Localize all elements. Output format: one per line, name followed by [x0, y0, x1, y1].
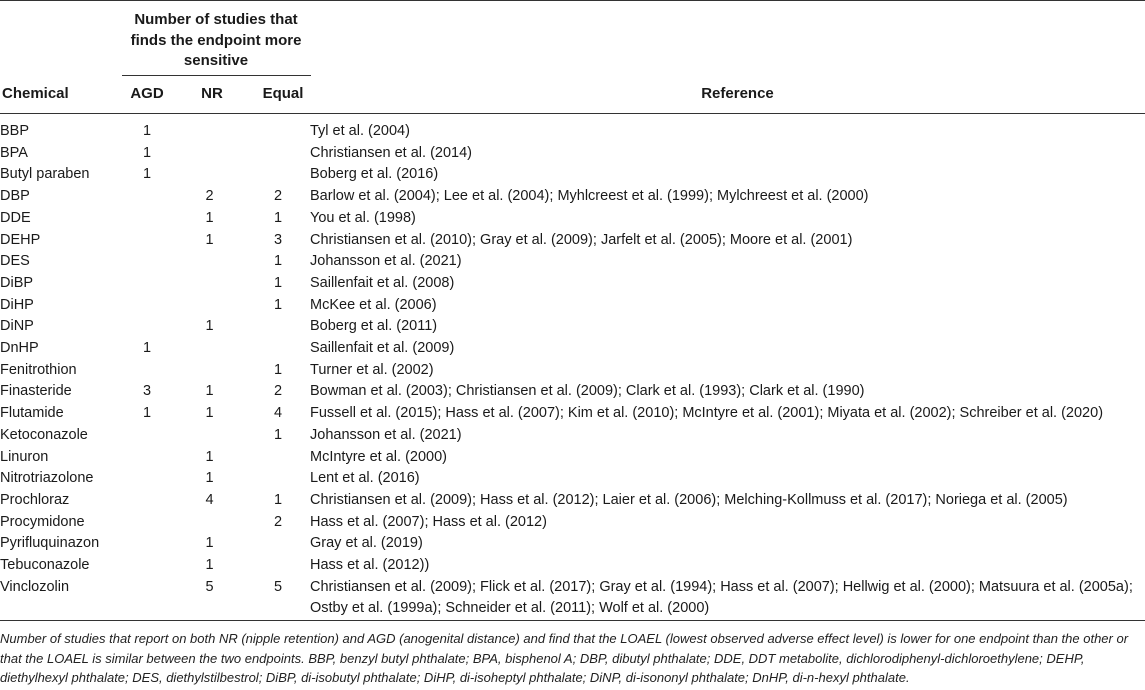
chemical-cell: Pyrifluquinazon — [0, 535, 100, 552]
nr-cell: 1 — [205, 405, 214, 422]
table-row — [0, 186, 1145, 208]
nr-cell: 1 — [205, 470, 214, 487]
reference-cell: Boberg et al. (2011) — [310, 318, 438, 335]
table-row — [0, 360, 1145, 382]
equal-cell: 1 — [273, 426, 283, 443]
reference-cell: Johansson et al. (2021) — [310, 426, 462, 443]
reference-cell: Saillenfait et al. (2009) — [310, 340, 455, 357]
table-footnote: Number of studies that report on both NR (nipple retention) and AGD (anogenital distance) and find that the LOAEL (lowest observed adverse effect level) is lower for one endpoint than the other or that the LOAEL is similar between the two endpoints. BBP, benzyl butyl phthalate; BPA, bisphenol A; DBP, dibutyl phthalate; DDE, DDT metabolite, dichlorodiphenyl-dichloroethylene; DEHP, diethylhexyl phthalate; DES, diethylstilbestrol; DiBP, di-isobutyl phthalate; DiHP, di-isoheptyl phthalate; DiNP, di-isononyl phthalate; DnHP, di-n-hexyl phthalate. — [0, 631, 1129, 685]
reference-cell: Johansson et al. (2021) — [310, 253, 462, 270]
reference-cell: Bowman et al. (2003); Christiansen et al. (2009); Clark et al. (1993); Clark et al. (1990) — [310, 383, 865, 400]
chemical-cell: DiNP — [0, 318, 34, 335]
agd-cell — [121, 273, 173, 295]
agd-cell — [121, 295, 173, 317]
reference-cell: Gray et al. (2019) — [310, 535, 423, 552]
chemical-cell: BBP — [0, 123, 30, 139]
column-group-title: Number of studies that finds the endpoint more sensitive — [130, 11, 302, 69]
nr-cell: 1 — [205, 535, 214, 552]
column-group-rule — [122, 75, 311, 76]
agd-cell — [121, 360, 173, 382]
agd-cell — [121, 447, 173, 469]
agd-cell — [121, 533, 173, 555]
nr-cell — [173, 273, 246, 295]
equal-cell — [246, 468, 310, 490]
reference-cell: Barlow et al. (2004); Lee et al. (2004); Myhlcreest et al. (1999); Mylchreest et al. (2000) — [310, 188, 869, 205]
agd-cell: 1 — [142, 405, 152, 422]
equal-cell: 3 — [273, 231, 283, 248]
table-row — [0, 468, 1145, 490]
nr-cell — [173, 512, 246, 534]
reference-cell: Tyl et al. (2004) — [310, 123, 410, 139]
chemical-cell: Ketoconazole — [0, 426, 88, 443]
header-bottom-rule — [0, 113, 1145, 114]
table-row — [0, 273, 1145, 295]
agd-cell — [121, 251, 173, 273]
nr-cell — [173, 164, 246, 186]
chemical-cell: DDE — [0, 209, 31, 226]
agd-cell: 1 — [142, 340, 152, 357]
equal-cell: 1 — [273, 274, 283, 291]
equal-cell — [246, 555, 310, 577]
nr-cell: 1 — [205, 231, 214, 248]
reference-cell: You et al. (1998) — [310, 209, 416, 226]
table-row — [0, 295, 1145, 317]
agd-cell — [121, 468, 173, 490]
chemical-cell: Linuron — [0, 448, 49, 465]
agd-cell: 1 — [142, 144, 152, 161]
nr-cell — [173, 295, 246, 317]
table-row — [0, 316, 1145, 338]
nr-cell — [173, 121, 246, 143]
agd-cell: 1 — [142, 166, 152, 183]
equal-cell: 2 — [273, 513, 283, 530]
header-chemical: Chemical — [2, 85, 69, 102]
table-bottom-rule — [0, 620, 1145, 621]
table-row — [0, 512, 1145, 534]
reference-cell: Lent et al. (2016) — [310, 470, 420, 487]
equal-cell: 1 — [273, 361, 283, 378]
reference-cell: Christiansen et al. (2009); Flick et al. (2017); Gray et al. (1994); Hass et al. (2007); Hellwig et al. (2000); Matsuura et al. (2005a); Ostby et al. (1999a); Schneider et al. (2011); Wolf et al. (2000) — [310, 578, 1133, 617]
equal-cell — [246, 533, 310, 555]
table-row — [0, 338, 1145, 360]
reference-cell: Christiansen et al. (2014) — [310, 144, 472, 161]
equal-cell — [246, 338, 310, 360]
reference-cell: Hass et al. (2012)) — [310, 557, 430, 574]
chemical-cell: DEHP — [0, 231, 41, 248]
table-row — [0, 577, 1145, 620]
header-agd: AGD — [130, 85, 164, 102]
equal-cell: 2 — [273, 188, 283, 205]
nr-cell: 5 — [205, 578, 214, 595]
equal-cell: 2 — [273, 383, 283, 400]
equal-cell — [246, 447, 310, 469]
reference-cell: McKee et al. (2006) — [310, 296, 437, 313]
agd-cell — [121, 316, 173, 338]
chemical-cell: Prochloraz — [0, 491, 70, 508]
chemical-cell: Flutamide — [0, 405, 64, 422]
chemical-cell: Procymidone — [0, 513, 85, 530]
table-row — [0, 447, 1145, 469]
table-row — [0, 403, 1145, 425]
agd-cell: 1 — [142, 123, 152, 139]
nr-cell: 1 — [205, 383, 214, 400]
reference-cell: Christiansen et al. (2010); Gray et al. (2009); Jarfelt et al. (2005); Moore et al. (2001) — [310, 231, 853, 248]
table-row — [0, 164, 1145, 186]
agd-cell — [121, 208, 173, 230]
reference-cell: Turner et al. (2002) — [310, 361, 434, 378]
equal-cell: 1 — [273, 253, 283, 270]
table-row — [0, 555, 1145, 577]
agd-cell — [121, 555, 173, 577]
equal-cell — [246, 143, 310, 165]
table-top-rule — [0, 0, 1145, 1]
reference-cell: Christiansen et al. (2009); Hass et al. (2012); Laier et al. (2006); Melching-Kollmuss et al. (2017); Noriega et al. (2005) — [310, 491, 1068, 508]
chemical-cell: DES — [0, 253, 30, 270]
reference-cell: Hass et al. (2007); Hass et al. (2012) — [310, 513, 547, 530]
reference-cell: McIntyre et al. (2000) — [310, 448, 447, 465]
table-row — [0, 121, 1145, 143]
nr-cell: 1 — [205, 448, 214, 465]
equal-cell: 1 — [273, 491, 283, 508]
chemical-cell: DiHP — [0, 296, 34, 313]
chemical-cell: Nitrotriazolone — [0, 470, 94, 487]
nr-cell — [173, 251, 246, 273]
table-body — [0, 121, 1145, 620]
table-row — [0, 490, 1145, 512]
agd-cell — [121, 490, 173, 512]
agd-cell — [121, 425, 173, 447]
equal-cell — [246, 164, 310, 186]
header-equal: Equal — [262, 85, 304, 102]
chemical-cell: BPA — [0, 144, 28, 161]
table-row — [0, 381, 1145, 403]
chemical-cell: Vinclozolin — [0, 578, 70, 595]
equal-cell: 5 — [273, 578, 283, 595]
header-nr: NR — [201, 85, 223, 102]
chemical-cell: Butyl paraben — [0, 166, 90, 183]
equal-cell: 1 — [273, 209, 283, 226]
table-row — [0, 143, 1145, 165]
chemical-cell: Finasteride — [0, 383, 72, 400]
table-row — [0, 425, 1145, 447]
nr-cell: 1 — [205, 318, 214, 335]
header-reference: Reference — [701, 85, 774, 102]
chemical-cell: DiBP — [0, 274, 34, 291]
equal-cell: 4 — [273, 405, 283, 422]
agd-cell — [121, 186, 173, 208]
chemical-cell: Tebuconazole — [0, 557, 90, 574]
chemical-cell: DBP — [0, 188, 30, 205]
table-row — [0, 230, 1145, 252]
nr-cell — [173, 338, 246, 360]
table-row — [0, 251, 1145, 273]
table-row — [0, 208, 1145, 230]
chemical-cell: Fenitrothion — [0, 361, 77, 378]
nr-cell: 4 — [205, 491, 214, 508]
nr-cell — [173, 143, 246, 165]
nr-cell — [173, 425, 246, 447]
nr-cell: 2 — [205, 188, 214, 205]
agd-cell — [121, 512, 173, 534]
equal-cell — [246, 316, 310, 338]
chemical-cell: DnHP — [0, 340, 39, 357]
agd-cell — [121, 577, 173, 620]
reference-cell: Fussell et al. (2015); Hass et al. (2007); Kim et al. (2010); McIntyre et al. (2001); Miyata et al. (2002); Schreiber et al. (2020) — [310, 405, 1104, 422]
reference-cell: Saillenfait et al. (2008) — [310, 274, 455, 291]
data-table — [0, 121, 1145, 620]
reference-cell: Boberg et al. (2016) — [310, 166, 439, 183]
nr-cell — [173, 360, 246, 382]
equal-cell: 1 — [273, 296, 283, 313]
equal-cell — [246, 121, 310, 143]
nr-cell: 1 — [205, 209, 214, 226]
nr-cell: 1 — [205, 557, 214, 574]
table-row — [0, 533, 1145, 555]
agd-cell: 3 — [142, 383, 152, 400]
agd-cell — [121, 230, 173, 252]
